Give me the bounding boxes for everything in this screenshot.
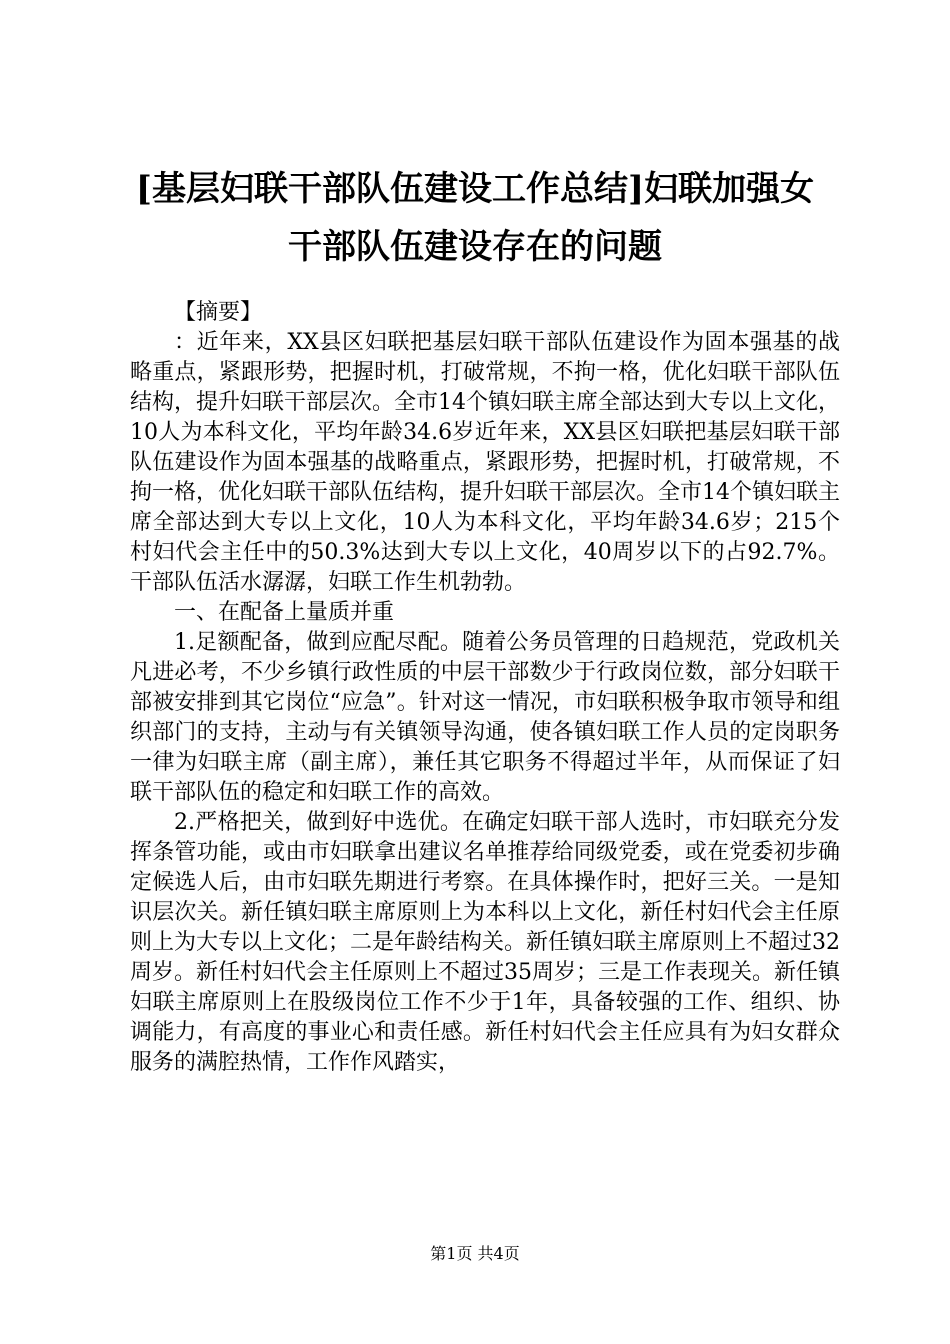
paragraph-abstract: ：近年来，XX县区妇联把基层妇联干部队伍建设作为固本强基的战略重点，紧跟形势，把握时机，打破常规，不拘一格，优化妇联干部队伍结构，提升妇联干部层次。全市14个镇妇联主席全部达到大专以上文化，10人为本科文化，平均年龄34.6岁近年来，XX县区妇联把基层妇联干部队伍建设作为固本强基的战略重点，紧跟形势，把握时机，打破常规，不拘一格，优化妇联干部队伍结构，提升妇联干部层次。全市14个镇妇联主席全部达到大专以上文化，10人为本科文化，平均年龄34.6岁；215个村妇代会主任中的50.3%达到大专以上文化，40周岁以下的占92.7%。干部队伍活水潺潺，妇联工作生机勃勃。 <box>130 330 840 595</box>
section-heading-1: 一、在配备上量质并重 <box>174 600 395 625</box>
paragraph-item-1: 1.足额配备，做到应配尽配。随着公务员管理的日趋规范，党政机关凡进必考，不少乡镇行政性质的中层干部数少于行政岗位数，部分妇联干部被安排到其它岗位“应急”。针对这一情况，市妇联积极争取市领导和组织部门的支持，主动与有关镇领导沟通，使各镇妇联工作人员的定岗职务一律为妇联主席（副主席），兼任其它职务不得超过半年，从而保证了妇联干部队伍的稳定和妇联工作的高效。 <box>130 630 840 805</box>
paragraph-item-2: 2.严格把关，做到好中选优。在确定妇联干部人选时，市妇联充分发挥条管功能，或由市妇联拿出建议名单推荐给同级党委，或在党委初步确定候选人后，由市妇联先期进行考察。在具体操作时，把好三关。一是知识层次关。新任镇妇联主席原则上为本科以上文化，新任村妇代会主任原则上为大专以上文化；二是年龄结构关。新任镇妇联主席原则上不超过32周岁。新任村妇代会主任原则上不超过35周岁；三是工作表现关。新任镇妇联主席原则上在股级岗位工作不少于1年，具备较强的工作、组织、协调能力，有高度的事业心和责任感。新任村妇代会主任应具有为妇女群众服务的满腔热情，工作作风踏实， <box>130 810 840 1075</box>
document-title: [基层妇联干部队伍建设工作总结]妇联加强女干部队伍建设存在的问题 <box>135 169 815 267</box>
document-body <box>130 298 840 1078</box>
page-footer: 第1页 共4页 <box>430 1244 520 1263</box>
abstract-heading: 【摘要】 <box>174 300 263 325</box>
